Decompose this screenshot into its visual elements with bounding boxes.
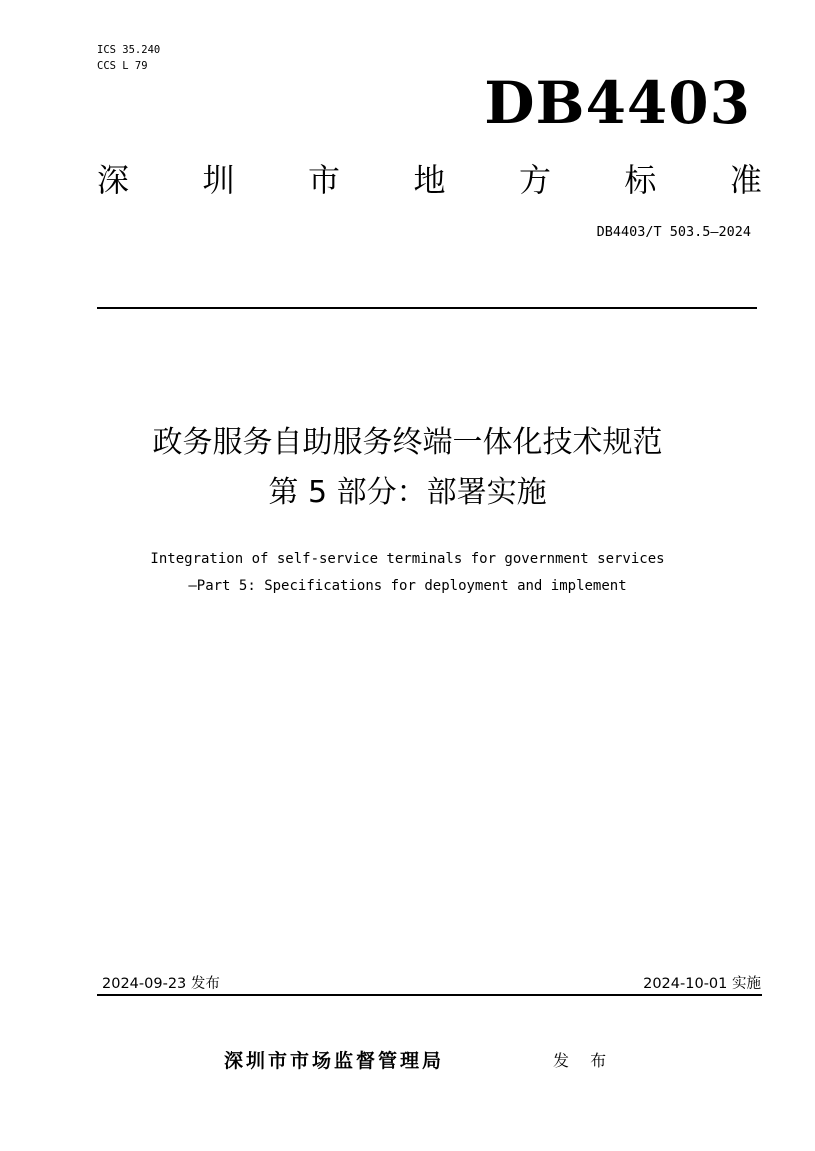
standard-type-char: 圳 [202,161,235,199]
issue-date: 2024-09-23 发布 [102,976,220,992]
title-chinese-line-2: 第 5 部分：部署实施 [268,475,547,510]
ccs-code: CCS L 79 [97,60,148,72]
top-divider [97,307,757,309]
standard-logo: DB4403 [484,69,751,137]
publisher: 深圳市市场监督管理局 [224,1050,445,1072]
standard-type-char: 标 [624,161,657,199]
standard-type [97,156,762,200]
title-english-line-2: —Part 5: Specifications for deployment and implement [188,578,627,594]
implementation-date: 2024-10-01 实施 [643,976,761,992]
title-english-line-1: Integration of self-service terminals for government services [150,551,665,567]
title-chinese-line-1: 政务服务自助服务终端一体化技术规范 [152,425,663,460]
ics-code: ICS 35.240 [97,44,161,56]
standard-type-char: 深 [97,161,130,199]
classification-codes [97,42,160,74]
standard-type-char: 地 [413,161,446,199]
bottom-divider [97,994,762,996]
standard-number: DB4403/T 503.5—2024 [596,224,751,240]
standard-type-char: 市 [307,161,340,199]
standard-type-char: 准 [729,161,762,199]
standard-type-char: 方 [518,161,551,199]
publish-label: 发 布 [553,1051,615,1070]
